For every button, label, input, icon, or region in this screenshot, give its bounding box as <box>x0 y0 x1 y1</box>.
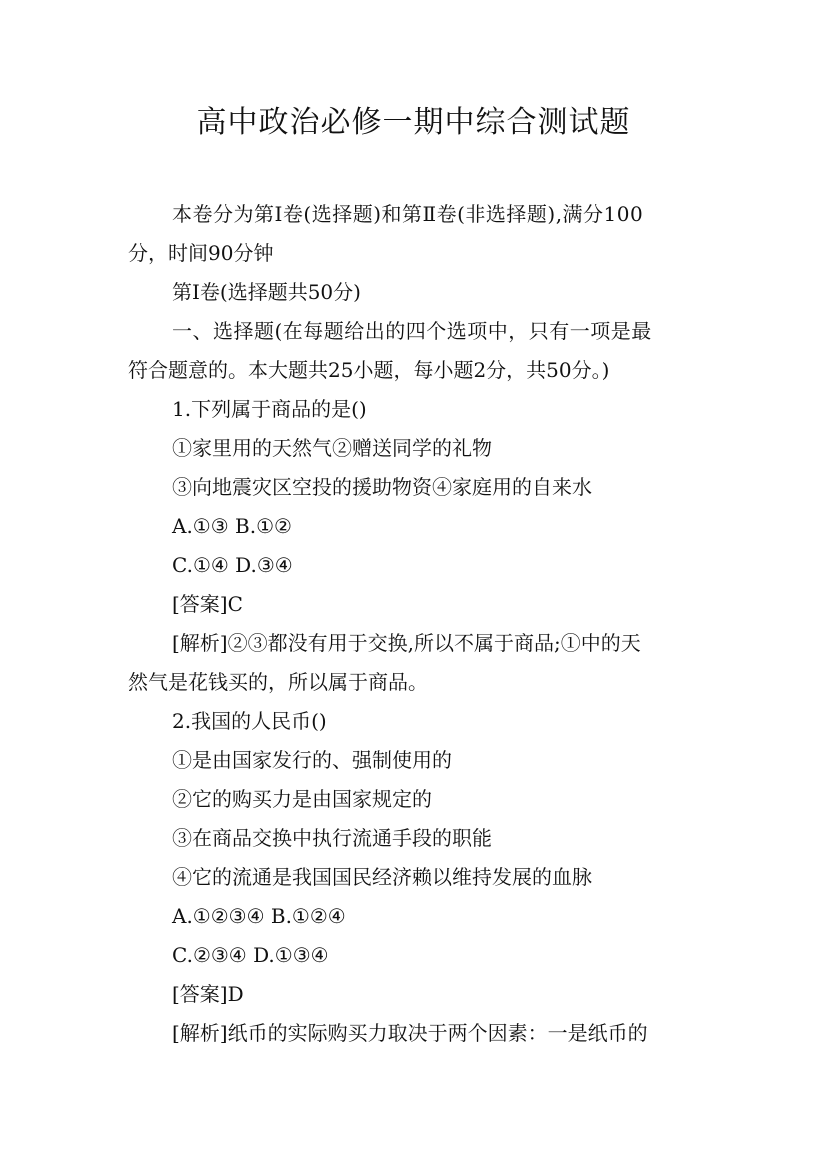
section-heading: 第Ⅰ卷(选择题共50分) <box>172 280 361 304</box>
question-2-statement: ③在商品交换中执行流通手段的职能 <box>172 826 492 850</box>
question-1-statement: ①家里用的天然气②赠送同学的礼物 <box>172 436 492 460</box>
question-2-options: C.②③④ D.①③④ <box>172 943 329 967</box>
question-1-options: C.①④ D.③④ <box>172 553 293 577</box>
instructions-line: 一、选择题(在每题给出的四个选项中，只有一项是最 <box>172 319 652 343</box>
question-1-analysis-continued: 然气是花钱买的，所以属于商品。 <box>128 670 428 694</box>
question-2-statement: ②它的购买力是由国家规定的 <box>172 787 432 811</box>
instructions-line-continued: 符合题意的。本大题共25小题，每小题2分，共50分。) <box>128 358 610 382</box>
question-2-statement: ④它的流通是我国国民经济赖以维持发展的血脉 <box>172 865 592 889</box>
document-title: 高中政治必修一期中综合测试题 <box>196 105 631 140</box>
document-body <box>128 195 704 1053</box>
intro-line-continued: 分，时间90分钟 <box>128 241 274 265</box>
question-2-answer: [答案]D <box>172 982 244 1006</box>
question-2-analysis: [解析]纸币的实际购买力取决于两个因素：一是纸币的 <box>172 1021 648 1045</box>
question-2-options: A.①②③④ B.①②④ <box>172 904 346 928</box>
intro-line: 本卷分为第Ⅰ卷(选择题)和第Ⅱ卷(非选择题),满分100 <box>172 202 644 226</box>
question-2-statement: ①是由国家发行的、强制使用的 <box>172 748 452 772</box>
question-2-stem: 2.我国的人民币() <box>172 709 327 733</box>
question-1-statement: ③向地震灾区空投的援助物资④家庭用的自来水 <box>172 475 592 499</box>
question-1-answer: [答案]C <box>172 592 243 616</box>
question-1-analysis: [解析]②③都没有用于交换,所以不属于商品;①中的天 <box>172 631 641 655</box>
question-1-stem: 1.下列属于商品的是() <box>172 397 367 421</box>
question-1-options: A.①③ B.①② <box>172 514 292 538</box>
